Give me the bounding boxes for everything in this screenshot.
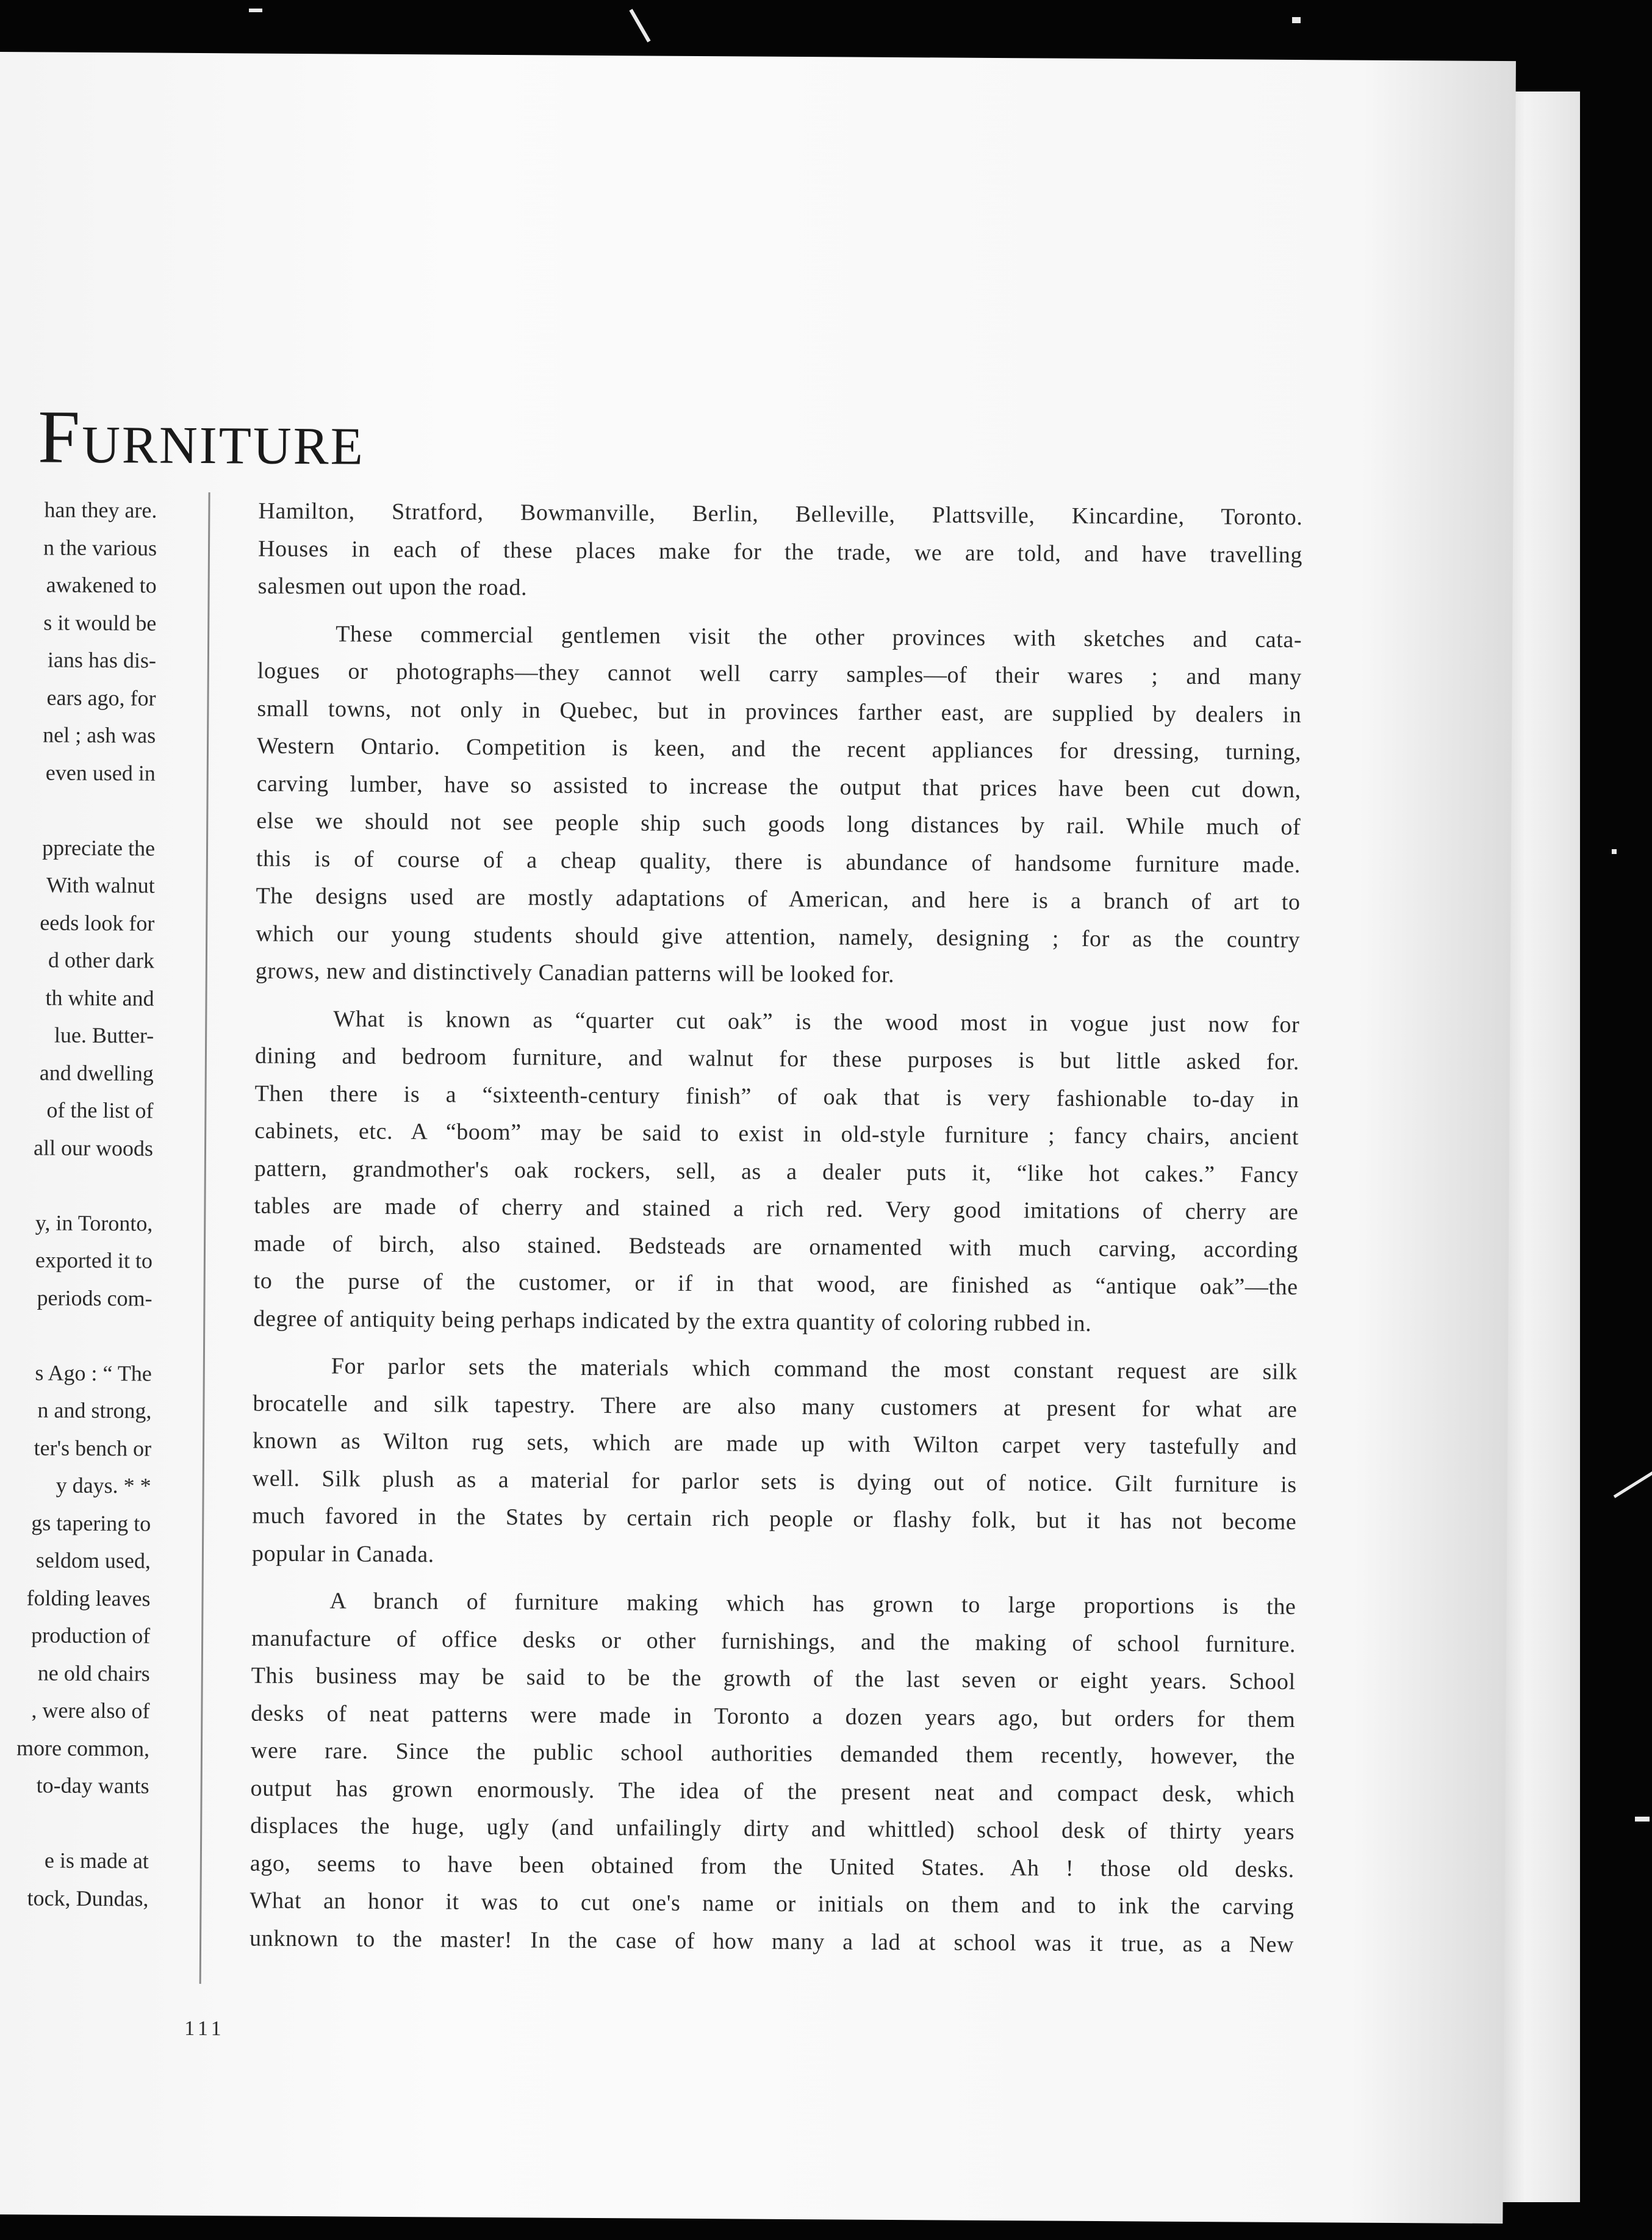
left-column-line bbox=[0, 1166, 153, 1205]
paragraph bbox=[252, 1348, 1298, 1579]
text-line: degree of antiquity being perhaps indicated by the extra quantity of coloring rubbed in. bbox=[253, 1305, 1092, 1337]
left-column-line: all our woods bbox=[33, 1135, 154, 1161]
page-title bbox=[38, 393, 365, 482]
text-line: desks of neat patterns were made in Toronto a dozen years ago, but orders for them bbox=[251, 1700, 1296, 1732]
left-column-line: With walnut bbox=[46, 872, 155, 898]
text-line: For parlor sets the materials which command the most constant request are silk bbox=[331, 1353, 1298, 1385]
left-column-line: awakened to bbox=[46, 572, 157, 598]
text-line: dining and bedroom furniture, and walnut for these purposes is but little asked for. bbox=[254, 1043, 1300, 1075]
dust-speck bbox=[249, 9, 262, 12]
left-column-line: ter's bench or bbox=[34, 1435, 152, 1461]
left-column-line: folding leaves bbox=[26, 1585, 151, 1611]
text-line: popular in Canada. bbox=[251, 1540, 434, 1567]
left-column-line: of the list of bbox=[46, 1097, 154, 1123]
left-column-line: ians has dis- bbox=[47, 647, 157, 673]
text-line: pattern, grandmother's oak rockers, sell, as a dealer puts it, “like hot cakes.” Fancy bbox=[254, 1155, 1299, 1188]
text-line: which our young students should give attention, namely, designing ; for as the country bbox=[256, 921, 1301, 953]
text-line: logues or photographs—they cannot well carry samples—of their wares ; and many bbox=[257, 658, 1302, 691]
left-column-line: lue. Butter- bbox=[54, 1022, 154, 1048]
text-line: tables are made of cherry and stained a rich red. Very good imitations of cherry are bbox=[254, 1193, 1299, 1226]
dust-speck bbox=[1614, 1470, 1652, 1498]
left-column-line: y days. * * bbox=[56, 1473, 151, 1498]
text-line: known as Wilton rug sets, which are made up with Wilton carpet very tastefully and bbox=[252, 1427, 1298, 1460]
left-column-line: periods com- bbox=[37, 1285, 153, 1311]
paragraph bbox=[250, 1582, 1296, 1964]
text-line: made of birch, also stained. Bedsteads are ornamented with much carving, according bbox=[253, 1230, 1299, 1263]
text-line: Then there is a “sixteenth-century finish” of oak that is very fashionable to-day in bbox=[254, 1080, 1299, 1113]
paragraph bbox=[257, 493, 1302, 612]
left-column-line: and dwelling bbox=[39, 1060, 154, 1086]
left-column-line: n the various bbox=[43, 534, 157, 561]
text-line: much favored in the States by certain rich people or flashy folk, but it has not become bbox=[252, 1502, 1297, 1535]
left-column-line: n and strong, bbox=[37, 1398, 152, 1423]
left-column-line: exported it to bbox=[35, 1247, 153, 1273]
text-line: Western Ontario. Competition is keen, and the recent appliances for dressing, turning, bbox=[256, 733, 1302, 766]
text-line: unknown to the master! In the case of how many a lad at school was it true, as a New bbox=[249, 1925, 1295, 1958]
left-column-line: gs tapering to bbox=[31, 1510, 151, 1536]
paragraph bbox=[253, 1000, 1299, 1344]
text-line: The designs used are mostly adaptations of American, and here is a branch of art to bbox=[256, 883, 1301, 916]
left-column-line: tock, Dundas, bbox=[27, 1885, 149, 1911]
text-line: salesmen out upon the road. bbox=[257, 573, 528, 601]
left-column-fragment bbox=[0, 491, 157, 1918]
text-line: This business may be said to be the growth of the last seven or eight years. School bbox=[251, 1662, 1296, 1695]
left-column-line bbox=[0, 1316, 152, 1355]
text-line: output has grown enormously. The idea of the present neat and compact desk, which bbox=[250, 1775, 1295, 1807]
left-column-line: y, in Toronto, bbox=[35, 1210, 153, 1236]
text-line: were rare. Since the public school authorities demanded them recently, however, the bbox=[250, 1737, 1296, 1770]
column-divider bbox=[199, 492, 210, 1984]
left-column-line: s it would be bbox=[43, 609, 157, 636]
left-column-line: production of bbox=[31, 1623, 151, 1648]
text-line: else we should not see people ship such goods long distances by rail. While much of bbox=[256, 808, 1301, 841]
dust-speck bbox=[1635, 1817, 1650, 1822]
left-column-line: , were also of bbox=[31, 1698, 150, 1723]
book-page bbox=[0, 52, 1516, 2224]
left-column-line: eeds look for bbox=[40, 910, 155, 936]
left-column-line: seldom used, bbox=[35, 1548, 151, 1573]
left-column-line: e is made at bbox=[44, 1848, 149, 1873]
text-line: Hamilton, Stratford, Bowmanville, Berlin, Belleville, Plattsville, Kincardine, Toronto. bbox=[258, 498, 1303, 531]
dust-speck bbox=[1292, 17, 1301, 23]
left-column-line: ppreciate the bbox=[42, 835, 156, 861]
left-column-line: to-day wants bbox=[36, 1773, 149, 1798]
left-column-line bbox=[0, 791, 156, 830]
left-column-line: s Ago : “ The bbox=[35, 1360, 152, 1386]
text-line: to the purse of the customer, or if in that wood, are finished as “antique oak”—the bbox=[253, 1268, 1298, 1301]
left-column-line: th white and bbox=[45, 985, 154, 1011]
left-column-line: ears ago, for bbox=[46, 684, 156, 711]
left-column-line bbox=[0, 1804, 149, 1842]
left-column-line: ne old chairs bbox=[37, 1660, 150, 1686]
left-column-line: d other dark bbox=[48, 947, 155, 973]
text-line: cabinets, etc. A “boom” may be said to exist in old-style furniture ; fancy chairs, ancient bbox=[254, 1118, 1299, 1151]
text-line: displaces the huge, ugly (and unfailingly dirty and whittled) school desk of thirty years bbox=[250, 1812, 1295, 1845]
text-line: grows, new and distinctively Canadian patterns will be looked for. bbox=[255, 958, 895, 988]
text-line: A branch of furniture making which has grown to large proportions is the bbox=[329, 1588, 1296, 1620]
text-line: These commercial gentlemen visit the other provinces with sketches and cata- bbox=[336, 620, 1302, 653]
text-line: What is known as “quarter cut oak” is the wood most in vogue just now for bbox=[333, 1005, 1300, 1038]
text-line: small towns, not only in Quebec, but in provinces farther east, are supplied by dealers in bbox=[257, 695, 1302, 728]
dust-speck bbox=[1612, 849, 1617, 854]
text-line: well. Silk plush as a material for parlor sets is dying out of notice. Gilt furniture is bbox=[252, 1465, 1297, 1498]
text-line: Houses in each of these places make for the trade, we are told, and have travelling bbox=[257, 536, 1303, 568]
main-column bbox=[250, 493, 1303, 1973]
dust-speck bbox=[629, 9, 650, 43]
text-line: brocatelle and silk tapestry. There are also many customers at present for what are bbox=[253, 1390, 1298, 1423]
text-line: this is of course of a cheap quality, there is abundance of handsome furniture made. bbox=[256, 845, 1301, 878]
text-line: ago, seems to have been obtained from the United States. Ah ! those old desks. bbox=[250, 1850, 1295, 1883]
text-line: manufacture of office desks or other furnishings, and the making of school furniture. bbox=[251, 1625, 1296, 1657]
text-line: carving lumber, have so assisted to increase the output that prices have been cut down, bbox=[256, 770, 1301, 803]
left-column-line: even used in bbox=[45, 759, 156, 786]
text-line: What an honor it was to cut one's name or initials on them and to ink the carving bbox=[250, 1887, 1295, 1920]
page-title-text: Furniture bbox=[37, 395, 365, 481]
left-column-line: more common, bbox=[16, 1735, 150, 1761]
paragraph bbox=[256, 615, 1302, 996]
left-column-line: han they are. bbox=[44, 497, 157, 523]
page-number: 111 bbox=[184, 2017, 225, 2041]
left-column-line: nel ; ash was bbox=[43, 722, 156, 748]
